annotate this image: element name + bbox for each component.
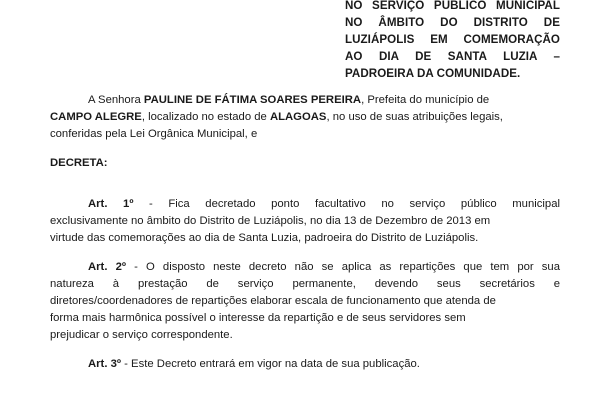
article-1 [50,196,560,247]
art3-line-1 [50,356,560,373]
decree-title [345,0,560,82]
art1-line-1 [50,196,560,213]
art2-line-1 [50,259,560,276]
art3-label: Art. 3º [88,358,122,370]
art2-line-5: prejudicar o serviço correspondente. [50,329,233,341]
state-name: ALAGOAS [269,111,327,123]
art2-line-3: diretores/coordenadores de repartições elaborar escala de funcionamento que atenda de [50,295,496,307]
preamble-text: , Prefeita do município de [361,94,490,106]
preamble-line-2 [50,109,560,126]
preamble-line-1 [50,92,560,109]
art1-text: - Fica decretado ponto facultativo no serviço público municipal [133,198,560,210]
preamble-text: A Senhora [88,94,144,106]
decreta-heading-block [50,155,560,172]
title-line-4: AO DIA DE SANTA LUZIA – [345,50,560,63]
art1-label: Art. 1º [88,198,134,210]
art2-label: Art. 2º [88,261,126,273]
preamble-text: , no uso de suas atribuições legais, [326,111,503,123]
decreta-heading: DECRETA: [50,157,108,169]
title-line-1: NO SERVIÇO PÚBLICO MUNICIPAL [345,0,560,12]
art1-line-3: virtude das comemorações ao dia de Santa Luzia, padroeira do Distrito de Luziápolis. [50,232,479,244]
preamble-text: , localizado no estado de [141,111,270,123]
preamble-line-3: conferidas pela Lei Orgânica Municipal, e [50,128,258,140]
title-line-2: NO ÂMBITO DO DISTRITO DE [345,16,560,29]
art2-line-2: natureza à prestação de serviço permanente, devendo seus secretários e [50,278,560,290]
art2-text: - O disposto neste decreto não se aplica as repartições que tem por sua [126,261,560,273]
article-2 [50,259,560,344]
article-3 [50,356,560,373]
title-line-5: PADROEIRA DA COMUNIDADE. [345,67,521,80]
art1-line-2: exclusivamente no âmbito do Distrito de Luziápolis, no dia 13 de Dezembro de 2013 em [50,215,491,227]
art3-text: - Este Decreto entrará em vigor na data de sua publicação. [121,358,420,370]
preamble-paragraph [50,92,560,143]
title-line-3: LUZIÁPOLIS EM COMEMORAÇÃO [345,33,560,46]
mayor-name: PAULINE DE FÁTIMA SOARES PEREIRA [143,94,362,106]
municipality-name: CAMPO ALEGRE [50,111,142,123]
art2-line-4: forma mais harmônica possível o interesse da repartição e de seus servidores sem [50,312,466,324]
